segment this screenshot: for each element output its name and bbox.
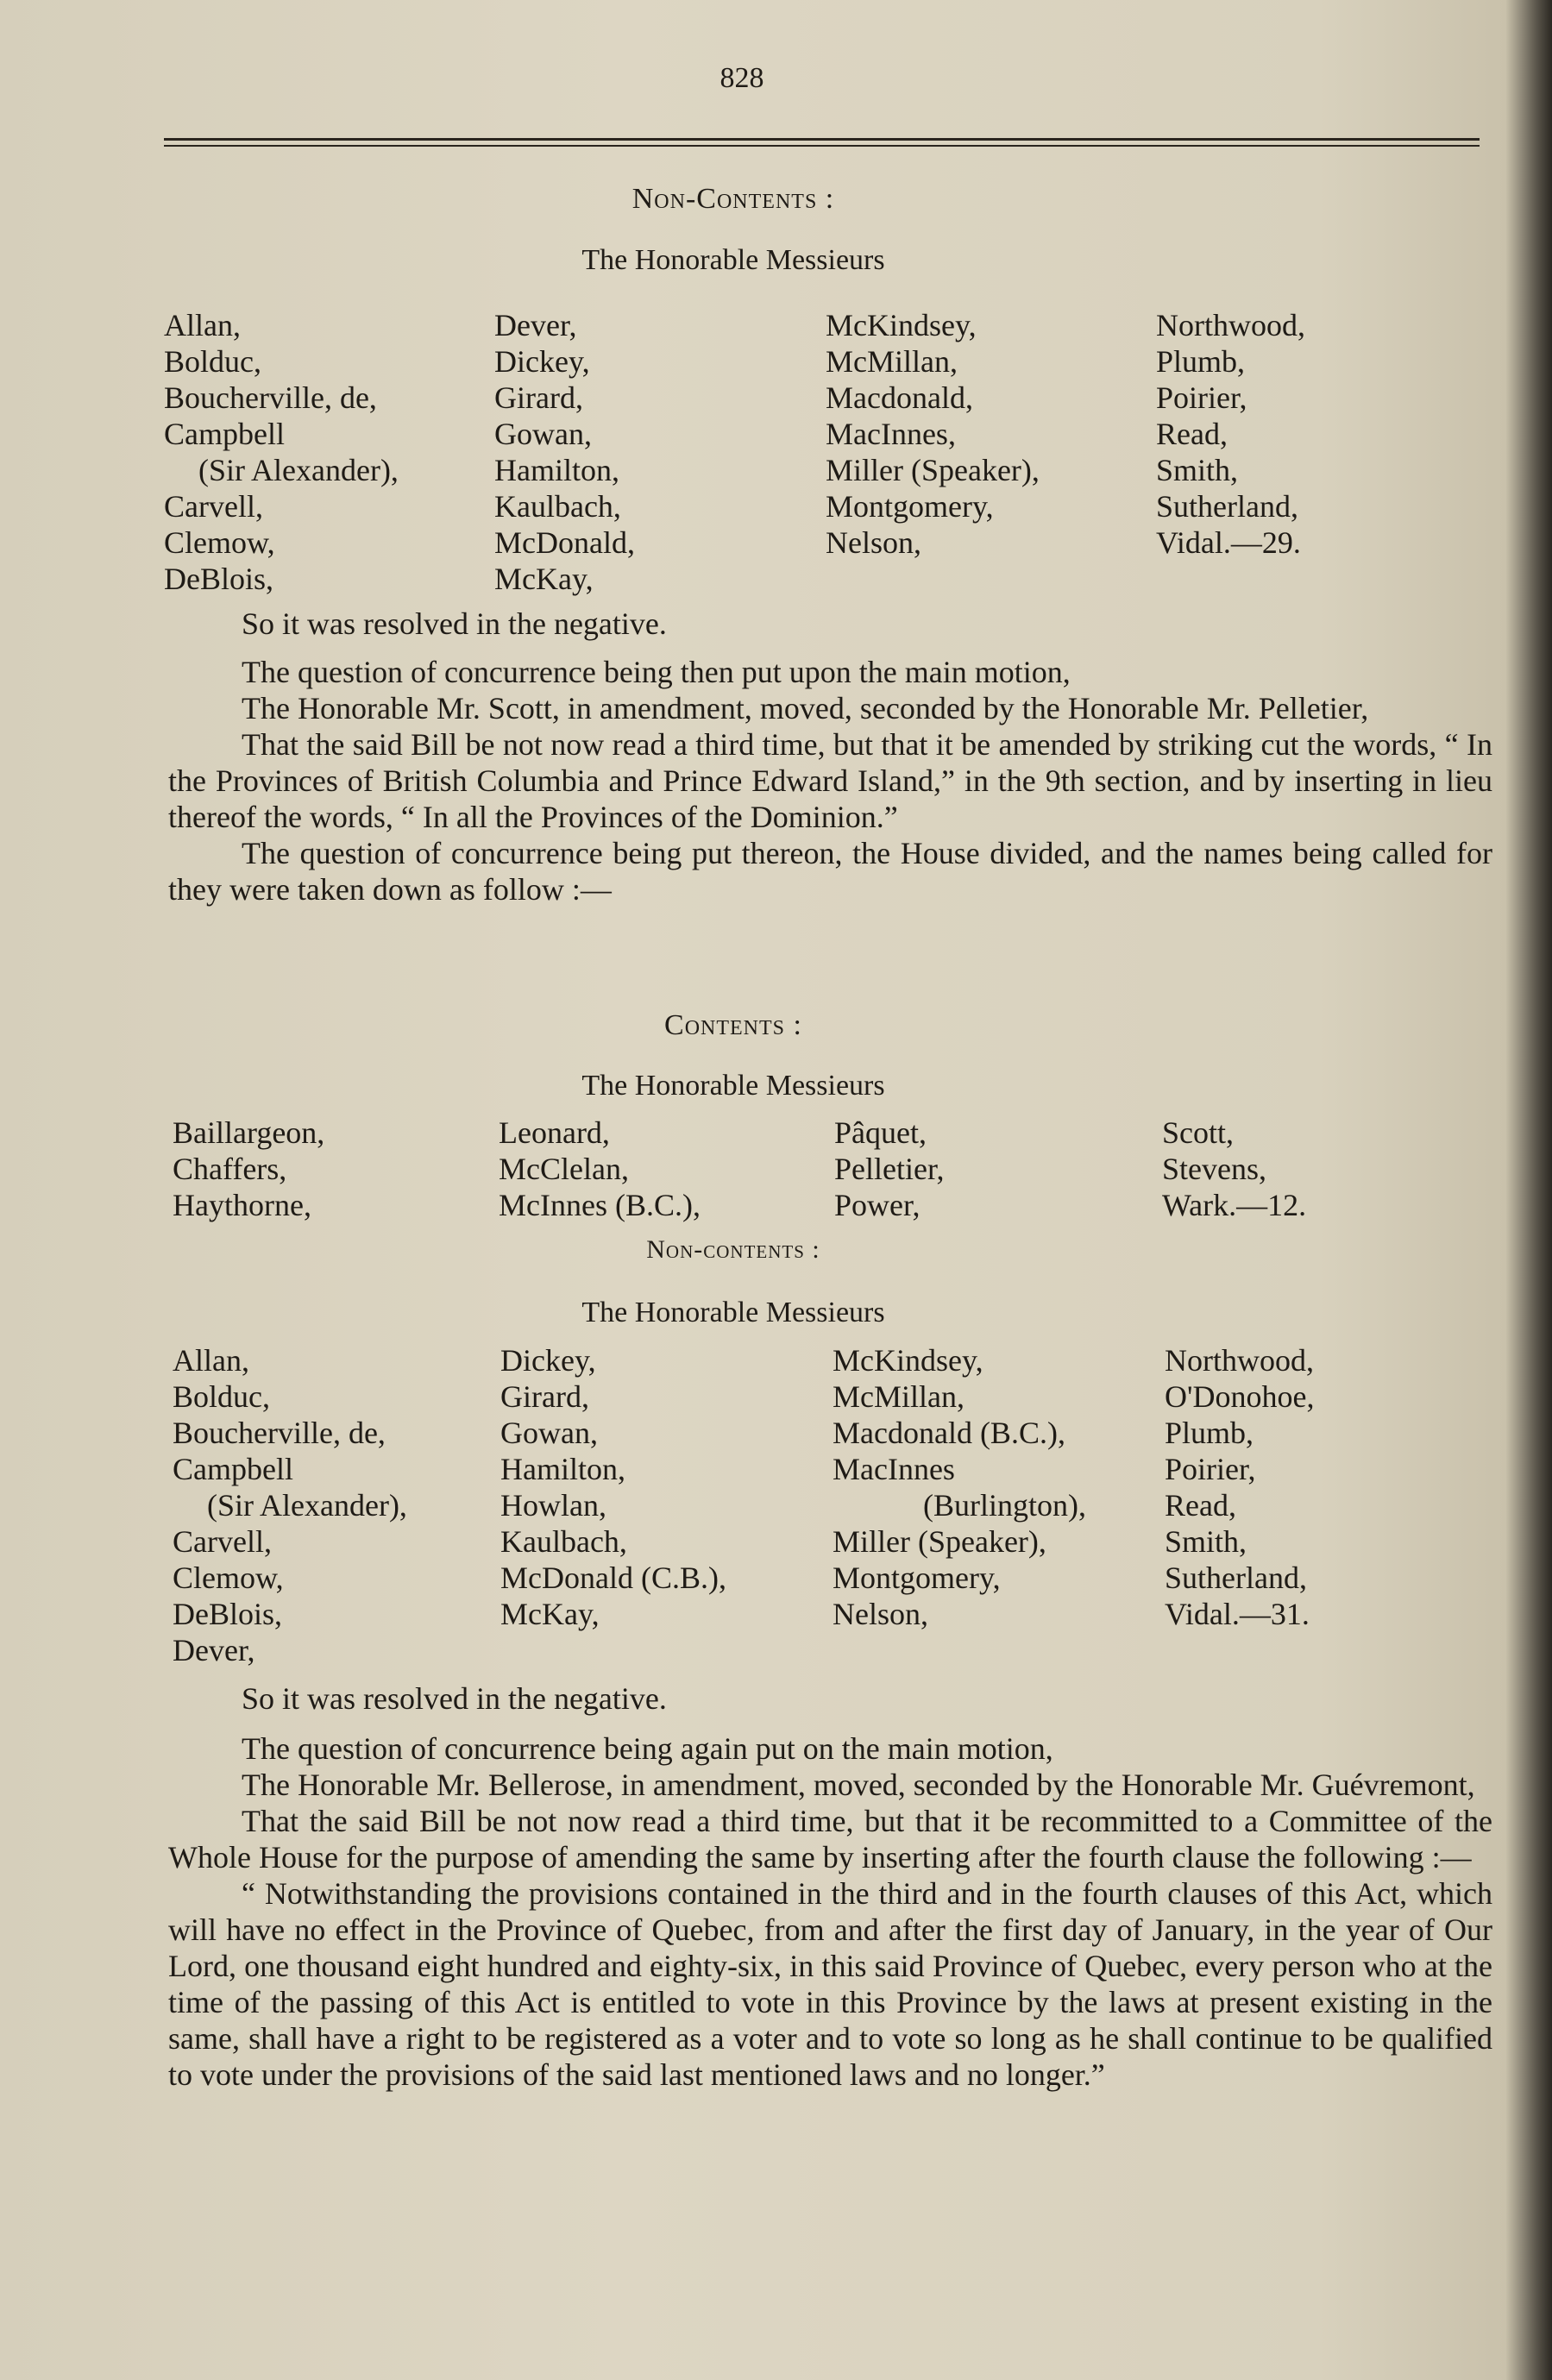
member-name: Wark.—12. bbox=[1162, 1188, 1307, 1222]
resolved-negative: So it was resolved in the negative. bbox=[242, 606, 667, 641]
member-name: Pâquet, bbox=[834, 1115, 927, 1150]
member-name: Boucherville, de, bbox=[173, 1416, 386, 1450]
page-number: 828 bbox=[719, 62, 764, 94]
member-name: Clemow, bbox=[164, 525, 275, 560]
member-name: Boucherville, de, bbox=[164, 380, 377, 415]
member-name: Stevens, bbox=[1162, 1152, 1266, 1186]
member-name: Sutherland, bbox=[1156, 489, 1298, 524]
member-name: Poirier, bbox=[1165, 1452, 1256, 1486]
paragraph: The question of concurrence being put thereon, the House divided, and the names being called for they were taken down as follow :— bbox=[168, 836, 1492, 907]
member-name: Girard, bbox=[500, 1379, 589, 1414]
member-name: Hamilton, bbox=[494, 453, 619, 487]
member-name: Scott, bbox=[1162, 1115, 1235, 1150]
non-contents-column-3 bbox=[826, 307, 1040, 561]
member-name: Kaulbach, bbox=[500, 1524, 627, 1559]
member-name: Power, bbox=[834, 1188, 921, 1222]
messieurs-subheading: The Honorable Messieurs bbox=[581, 244, 885, 276]
non-contents-heading: Non-Contents : bbox=[631, 183, 835, 215]
member-name: McKay, bbox=[494, 562, 594, 596]
member-name: Gowan, bbox=[494, 417, 592, 451]
member-name: Carvell, bbox=[173, 1524, 272, 1559]
contents-column-3 bbox=[834, 1115, 945, 1223]
paragraph: That the said Bill be not now read a third time, but that it be recommitted to a Committee of the Whole House for the purpose of amending the same by inserting after the fourth clause the following :— bbox=[168, 1804, 1492, 1874]
contents-column-2 bbox=[499, 1115, 701, 1223]
member-name: Carvell, bbox=[164, 489, 263, 524]
member-name: Dever, bbox=[494, 308, 577, 342]
member-name: Sutherland, bbox=[1165, 1561, 1307, 1595]
member-name: O'Donohoe, bbox=[1165, 1379, 1315, 1414]
member-name: Miller (Speaker), bbox=[833, 1524, 1046, 1559]
paragraph: The question of concurrence being then put upon the main motion, bbox=[242, 655, 1071, 689]
paragraph: The question of concurrence being again put on the main motion, bbox=[242, 1731, 1053, 1766]
member-name: Hamilton, bbox=[500, 1452, 625, 1486]
member-name: Nelson, bbox=[826, 525, 921, 560]
header-rule bbox=[164, 138, 1480, 141]
member-name: Gowan, bbox=[500, 1416, 598, 1450]
member-name: McClelan, bbox=[499, 1152, 629, 1186]
non-contents-column-2 bbox=[500, 1342, 726, 1632]
paragraph: The Honorable Mr. Scott, in amendment, moved, seconded by the Honorable Mr. Pelletier, bbox=[242, 691, 1369, 725]
member-name: Plumb, bbox=[1156, 344, 1246, 379]
member-name: McKindsey, bbox=[833, 1343, 983, 1378]
member-name: Macdonald (B.C.), bbox=[833, 1416, 1065, 1450]
non-contents-column-2 bbox=[494, 307, 635, 597]
member-name: Montgomery, bbox=[826, 489, 994, 524]
member-name: McInnes (B.C.), bbox=[499, 1188, 701, 1222]
member-name: Kaulbach, bbox=[494, 489, 621, 524]
member-name: McMillan, bbox=[833, 1379, 965, 1414]
member-name: (Sir Alexander), bbox=[198, 453, 399, 487]
member-name: DeBlois, bbox=[173, 1597, 283, 1631]
messieurs-subheading: The Honorable Messieurs bbox=[581, 1297, 885, 1328]
member-name: Read, bbox=[1156, 417, 1228, 451]
non-contents-column-1 bbox=[173, 1342, 407, 1668]
member-name: Allan, bbox=[173, 1343, 249, 1378]
member-name: Northwood, bbox=[1165, 1343, 1314, 1378]
member-name: Baillargeon, bbox=[173, 1115, 325, 1150]
member-name: MacInnes, bbox=[826, 417, 956, 451]
member-name: Clemow, bbox=[173, 1561, 284, 1595]
contents-column-1 bbox=[173, 1115, 324, 1223]
paragraph: The Honorable Mr. Bellerose, in amendment, moved, seconded by the Honorable Mr. Guévremont, bbox=[242, 1768, 1475, 1802]
member-name: Leonard, bbox=[499, 1115, 610, 1150]
member-name: Bolduc, bbox=[173, 1379, 270, 1414]
member-name: Smith, bbox=[1165, 1524, 1247, 1559]
member-name: Plumb, bbox=[1165, 1416, 1254, 1450]
member-name: Dever, bbox=[173, 1633, 255, 1667]
contents-heading: Contents : bbox=[664, 1009, 802, 1041]
paragraph: That the said Bill be not now read a third time, but that it be amended by striking cut the words, “ In the Provinces of British Columbia and Prince Edward Island,” in the 9th section, and by inserting in lieu thereof the words, “ In all the Provinces of the Dominion.” bbox=[168, 727, 1492, 834]
non-contents-column-3 bbox=[833, 1342, 1086, 1632]
member-name: Dickey, bbox=[494, 344, 590, 379]
resolution-text bbox=[168, 606, 1492, 642]
member-name: McMillan, bbox=[826, 344, 958, 379]
non-contents-heading: Non-contents : bbox=[646, 1235, 820, 1264]
amendment-paragraphs-2 bbox=[168, 1730, 1492, 2093]
resolved-negative: So it was resolved in the negative. bbox=[242, 1681, 667, 1716]
header-rule-thin bbox=[164, 145, 1480, 147]
member-name: Nelson, bbox=[833, 1597, 928, 1631]
member-name: McDonald, bbox=[494, 525, 635, 560]
member-name: Bolduc, bbox=[164, 344, 261, 379]
messieurs-subheading: The Honorable Messieurs bbox=[581, 1070, 885, 1102]
member-name: Macdonald, bbox=[826, 380, 973, 415]
member-name: Campbell bbox=[173, 1452, 293, 1486]
member-name: Montgomery, bbox=[833, 1561, 1001, 1595]
member-name: (Burlington), bbox=[923, 1488, 1086, 1523]
member-name: Vidal.—31. bbox=[1165, 1597, 1310, 1631]
member-name: Girard, bbox=[494, 380, 583, 415]
member-name: Northwood, bbox=[1156, 308, 1305, 342]
member-name: McDonald (C.B.), bbox=[500, 1561, 726, 1595]
member-name: DeBlois, bbox=[164, 562, 274, 596]
member-name: Allan, bbox=[164, 308, 241, 342]
member-name: Smith, bbox=[1156, 453, 1239, 487]
member-name: Dickey, bbox=[500, 1343, 596, 1378]
paragraph: “ Notwithstanding the provisions contained in the third and in the fourth clauses of this Act, which will have no effect in the Province of Quebec, from and after the first day of January, in the year of Our Lord, one thousand eight hundred and eighty-six, in this said Province of Quebec, every person who at the time of the passing of this Act is entitled to vote in this Province by the laws at present existing in the same, shall have a right to be registered as a voter and to vote so long as he shall continue to be qualified to vote under the provisions of the said last mentioned laws and no longer.” bbox=[168, 1876, 1492, 2092]
member-name: Chaffers, bbox=[173, 1152, 287, 1186]
contents-column-4 bbox=[1162, 1115, 1306, 1223]
member-name: Pelletier, bbox=[834, 1152, 945, 1186]
member-name: MacInnes bbox=[833, 1452, 955, 1486]
member-name: Haythorne, bbox=[173, 1188, 311, 1222]
resolution-text bbox=[168, 1680, 1492, 1717]
member-name: McKay, bbox=[500, 1597, 600, 1631]
amendment-paragraphs-1 bbox=[168, 654, 1492, 907]
member-name: McKindsey, bbox=[826, 308, 977, 342]
member-name: Poirier, bbox=[1156, 380, 1247, 415]
non-contents-column-4 bbox=[1156, 307, 1305, 561]
non-contents-column-1 bbox=[164, 307, 399, 597]
member-name: Howlan, bbox=[500, 1488, 606, 1523]
non-contents-column-4 bbox=[1165, 1342, 1314, 1632]
member-name: Campbell bbox=[164, 417, 285, 451]
member-name: (Sir Alexander), bbox=[207, 1488, 407, 1523]
member-name: Miller (Speaker), bbox=[826, 453, 1040, 487]
member-name: Vidal.—29. bbox=[1156, 525, 1301, 560]
member-name: Read, bbox=[1165, 1488, 1236, 1523]
